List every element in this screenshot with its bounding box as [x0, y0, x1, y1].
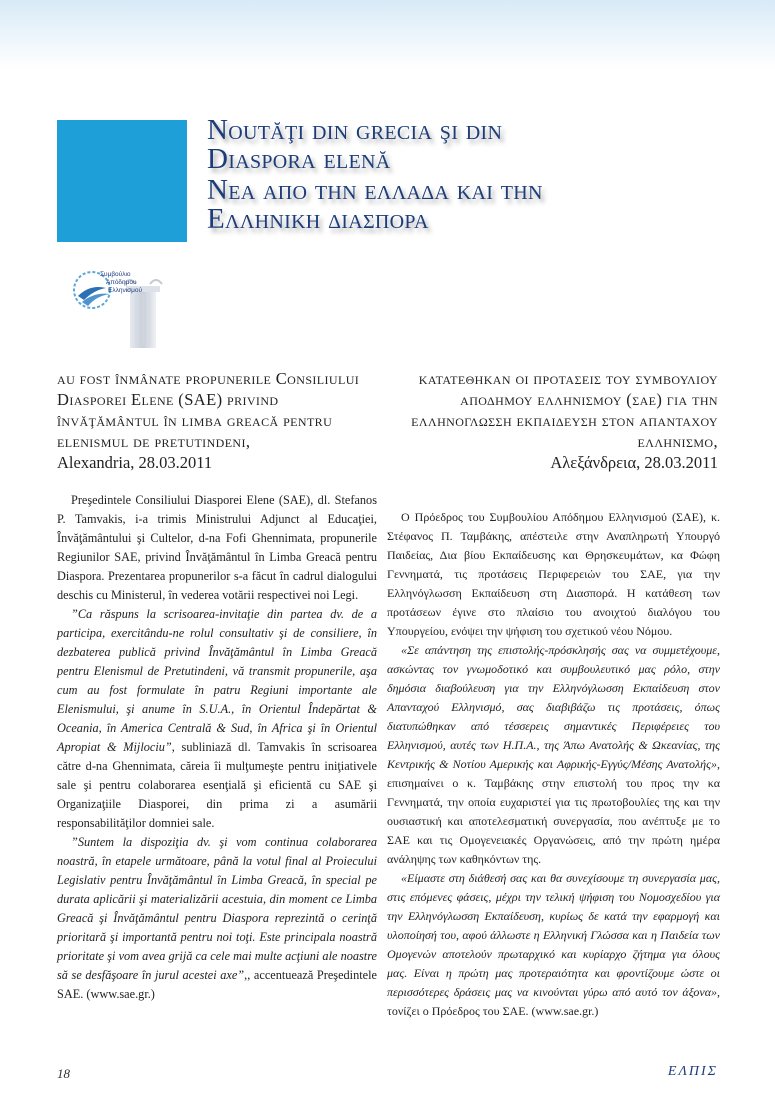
sae-logo [72, 258, 182, 348]
logo-text-line-2: Απόδημου [106, 279, 137, 286]
header-blue-square [57, 120, 187, 242]
left-article-body [57, 491, 377, 1004]
left-heading-text: au fost înmânate propunerile Consiliului Diasporei Elene (SAE) privind învăţământul în limba greacă pentru elenismul de pretutindeni, [57, 369, 360, 451]
sae-logo-emblem-icon [72, 258, 182, 348]
logo-text-line-1: Συμβούλιο [100, 271, 131, 278]
left-paragraph-1: Preşedintele Consiliului Diasporei Elene (SAE), dl. Stefanos P. Tamvakis, i-a trimis Ministrului Adjunct al Educaţiei, Învăţământului şi Cultelor, d-na Fofi Ghennimata, propunerile Regiunilor SAE, privind Învăţământul în Limba Greacă pentru Diaspora. Prezentarea propunerilor s-a făcut în cadrul dialogului deschis cu Ministerul, în vederea votării respectivei noi Legi. [57, 493, 377, 602]
title-romanian-line-2: Diaspora elenă [207, 143, 391, 175]
right-article-heading [385, 368, 718, 473]
left-paragraph-2 [57, 605, 377, 833]
left-paragraph-2-rest: , subliniază dl. Tamvakis în scrisoarea către d-na Ghennimata, căreia îi mulţumeşte pentru iniţiativele sale şi pentru colaborarea esenţială şi eficientă cu SAE şi Organizaţiile Diasporei, din prima zi a asumării responsabilităţilor domniei sale. [57, 740, 378, 830]
left-article-heading [57, 368, 377, 473]
left-paragraph-3-quote: ”Suntem la dispoziţia dv. şi vom continua colaborarea noastră, în etapele următoare, până la votul final al Proiecului Legislativ pentru Învăţământul în Limba Greacă, în special pe durata aplicării şi materializării acestuia, din moment ce Limba Greacă şi Învăţământul pentru Diaspora reprezintă o cerinţă prioritară şi importantă pentru noi toţi. Este principala noastră prioritate şi vom avea grijă ca cele mai multe acţiuni ale noastre să se desfăşoare în jurul acestei axe” [57, 835, 377, 982]
right-place-date: Αλεξάνδρεια, 28.03.2011 [550, 453, 718, 472]
right-paragraph-2-quote: «Σε απάντηση της επιστολής-πρόσκλησής σας να συμμετέχουμε, ασκώντας τον γνωμοδοτικό και συμβουλευτικό μας ρόλο, στην δημόσια διαβούλευση για την Ελληνόγλωσση Εκπαίδευση στον Απανταχού Ελληνισμό, σας διαβιβάζω τις προτάσεις, όπως διατυπώθηκαν από τέσσερεις σημαντικές Περιφέρειες του Ελληνισμού, αυτές των Η.Π.Α., της Άπω Ανατολής & Ωκεανίας, της Κεντρικής & Νοτίου Αμερικής και Αφρικής-Εγγύς/Μέσης Ανατολής» [387, 643, 720, 771]
right-paragraph-3-rest: , τονίζει ο Πρόεδρος του ΣΑΕ. (www.sae.gr.) [387, 985, 720, 1018]
left-paragraph-2-quote: ”Ca răspuns la scrisoarea-invitaţie din partea dv. de a participa, exercitându-ne rolul consultativ şi de consiliere, în dezbaterea publică privind Învăţământul în Limba Greacă pentru Elenismul de Pretutindeni, vă transmit propunerile, aşa cum au fost formulate în patru Regiuni importante ale Elenismului, şi anume în S.U.A., în Orientul Îndepărtat & Oceania, în America Centrală & Sud, în Africa şi în Orientul Apropiat & Mijlociu” [57, 607, 377, 754]
title-romanian-line-1: Noutăţi din grecia şi din [207, 114, 503, 146]
left-place-date: Alexandria, 28.03.2011 [57, 453, 213, 472]
right-article-body [387, 508, 720, 1021]
right-paragraph-3 [387, 869, 720, 1021]
right-paragraph-3-quote: «Είμαστε στη διάθεσή σας και θα συνεχίσουμε τη συνεργασία μας, στις επόμενες φάσεις, μέχρι την τελική ψήφιση του Νομοσχεδίου για την Ελληνόγλωσση Εκπαίδευση, κυρίως δε κατά την εφαρμογή και υλοποίησή του, αφού άλλωστε η Ελληνική Γλώσσα και η Παιδεία των Ομογενών αποτελούν πρωταρχικό και κυρίαρχο ζήτημα για όλους μας. Είναι η πρώτη μας προτεραιότητα και φροντίζουμε ώστε οι περισσότερες δράσεις μας να κινούνται γύρω από αυτό τον άξονα» [387, 871, 720, 999]
right-paragraph-2 [387, 641, 720, 869]
right-paragraph-1: Ο Πρόεδρος του Συμβουλίου Απόδημου Ελληνισμού (ΣΑΕ), κ. Στέφανος Π. Ταμβάκης, απέστειλε στην Αναπληρωτή Υπουργό Παιδείας, Δια βίου Εκπαίδευσης και Θρησκευμάτων, κα Φώφη Γεννηματά, τις προτάσεις Περιφερειών του ΣΑΕ, για την Ελληνόγλωσση Εκπαίδευση στη Διασπορά. Η κατάθεση των προτάσεων έγινε στο πλαίσιο του ανοιχτού διαλόγου του Υπουργείου, ενόψει την ψήφιση του σχετικού νέου Νόμου. [387, 510, 720, 638]
left-paragraph-3 [57, 833, 377, 1004]
magazine-name: ΕΛΠΙΣ [667, 1064, 718, 1079]
section-title-block [207, 116, 727, 234]
right-paragraph-2-rest: , επισημαίνει ο κ. Ταμβάκης στην επιστολή του προς την κα Γεννηματά, την οποία ευχαριστεί για τις πρωτοβουλίες της και την ουσιαστική και αποτελεσματική συνεργασία, που ανέπτυξε με το ΣΑΕ και τις Ομογενειακές Οργανώσεις, από την πρώτη ημέρα ανάληψης των καθηκόντων της. [387, 757, 720, 866]
title-greek-line-1: Νεα απο την ελλαδα και την [207, 174, 543, 206]
logo-text-line-3: Ελληνισμού [108, 287, 143, 294]
top-gradient-band [0, 0, 775, 70]
left-paragraph-3-rest: ,, accentuează Preşedintele SAE. (www.sae.gr.) [57, 968, 377, 1001]
title-greek-line-2: Ελληνικη διασπορα [207, 203, 429, 235]
page-number: 18 [57, 1066, 70, 1081]
right-heading-text: κατατεθηκαν οι προτασεις του συμβουλιου αποδημου ελληνισμου (σαε) για την ελληνογλωσση εκπαιδευση στον απανταχου ελληνισμο, [411, 369, 718, 451]
